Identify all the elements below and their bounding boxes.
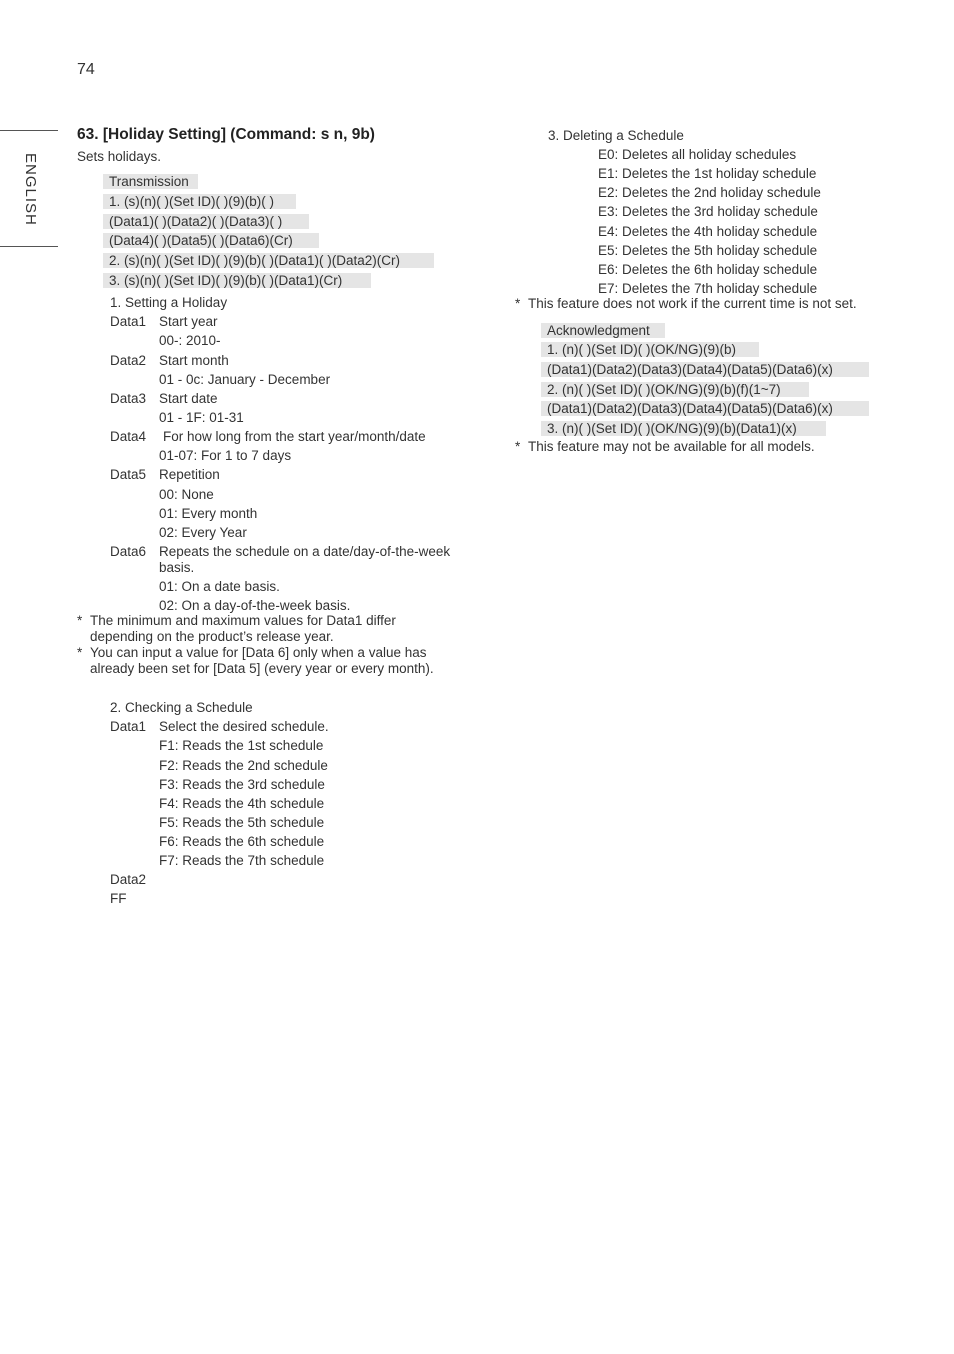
section-title: 63. [Holiday Setting] (Command: s n, 9b)	[77, 126, 375, 143]
data3-desc: Start date	[159, 391, 218, 406]
transmission-line: (Data1)( )(Data2)( )(Data3)( )	[103, 214, 309, 229]
note-text: already been set for [Data 5] (every year or every month).	[90, 661, 434, 676]
checking-value: F4: Reads the 4th schedule	[159, 796, 325, 811]
data1-label: Data1	[110, 314, 147, 329]
data1-desc: Start year	[159, 314, 218, 329]
deleting-value: E4: Deletes the 4th holiday schedule	[598, 224, 818, 239]
transmission-heading: Transmission	[103, 174, 198, 189]
note-text: This feature may not be available for all models.	[528, 439, 815, 454]
language-tab-bottom-rule	[0, 246, 58, 247]
data5-label: Data5	[110, 467, 147, 482]
data2-value: 01 - 0c: January - December	[159, 372, 331, 387]
data6-value: 01: On a date basis.	[159, 579, 280, 594]
checking-data2-value: FF	[110, 891, 127, 906]
deleting-value: E0: Deletes all holiday schedules	[598, 147, 797, 162]
note-bullet: *	[77, 645, 83, 660]
note-bullet: *	[77, 613, 83, 628]
checking-value: F1: Reads the 1st schedule	[159, 738, 324, 753]
data4-value: 01-07: For 1 to 7 days	[159, 448, 292, 463]
transmission-line: (Data4)( )(Data5)( )(Data6)(Cr)	[103, 233, 319, 248]
deleting-schedule-heading: 3. Deleting a Schedule	[548, 128, 684, 143]
acknowledgment-line: (Data1)(Data2)(Data3)(Data4)(Data5)(Data6)(x)	[541, 362, 869, 377]
checking-data1-label: Data1	[110, 719, 147, 734]
deleting-value: E7: Deletes the 7th holiday schedule	[598, 281, 818, 296]
transmission-line: 3. (s)(n)( )(Set ID)( )(9)(b)( )(Data1)(Cr)	[103, 273, 371, 288]
transmission-line: 1. (s)(n)( )(Set ID)( )(9)(b)( )	[103, 194, 296, 209]
deleting-value: E6: Deletes the 6th holiday schedule	[598, 262, 818, 277]
checking-data1-desc: Select the desired schedule.	[159, 719, 329, 734]
data5-value: 02: Every Year	[159, 525, 247, 540]
data1-value: 00-: 2010-	[159, 333, 221, 348]
data5-desc: Repetition	[159, 467, 220, 482]
checking-value: F3: Reads the 3rd schedule	[159, 777, 325, 792]
language-tab: ENGLISH	[22, 153, 39, 226]
acknowledgment-heading: Acknowledgment	[541, 323, 665, 338]
note-text: depending on the product’s release year.	[90, 629, 334, 644]
checking-value: F2: Reads the 2nd schedule	[159, 758, 328, 773]
data6-desc: Repeats the schedule on a date/day-of-the-week	[159, 544, 451, 559]
note-bullet: *	[515, 296, 521, 311]
transmission-line: 2. (s)(n)( )(Set ID)( )(9)(b)( )(Data1)( )(Data2)(Cr)	[103, 253, 434, 268]
language-tab-top-rule	[0, 130, 58, 131]
acknowledgment-line: 3. (n)( )(Set ID)( )(OK/NG)(9)(b)(Data1)(x)	[541, 421, 826, 436]
data5-value: 00: None	[159, 487, 214, 502]
acknowledgment-line: (Data1)(Data2)(Data3)(Data4)(Data5)(Data6)(x)	[541, 401, 869, 416]
data3-value: 01 - 1F: 01-31	[159, 410, 244, 425]
deleting-value: E3: Deletes the 3rd holiday schedule	[598, 204, 818, 219]
deleting-value: E1: Deletes the 1st holiday schedule	[598, 166, 817, 181]
data5-value: 01: Every month	[159, 506, 258, 521]
deleting-value: E5: Deletes the 5th holiday schedule	[598, 243, 818, 258]
checking-value: F7: Reads the 7th schedule	[159, 853, 325, 868]
data4-label: Data4	[110, 429, 147, 444]
section-intro: Sets holidays.	[77, 149, 162, 164]
data2-desc: Start month	[159, 353, 229, 368]
acknowledgment-line: 1. (n)( )(Set ID)( )(OK/NG)(9)(b)	[541, 342, 759, 357]
acknowledgment-line: 2. (n)( )(Set ID)( )(OK/NG)(9)(b)(f)(1~7)	[541, 382, 809, 397]
note-text: This feature does not work if the current time is not set.	[528, 296, 857, 311]
note-text: You can input a value for [Data 6] only when a value has	[90, 645, 427, 660]
data4-desc: For how long from the start year/month/date	[163, 429, 426, 444]
checking-value: F6: Reads the 6th schedule	[159, 834, 325, 849]
data6-desc-cont: basis.	[159, 560, 195, 575]
data3-label: Data3	[110, 391, 147, 406]
setting-holiday-heading: 1. Setting a Holiday	[110, 295, 228, 310]
note-text: The minimum and maximum values for Data1 differ	[90, 613, 396, 628]
page-number: 74	[77, 61, 95, 78]
checking-value: F5: Reads the 5th schedule	[159, 815, 325, 830]
data6-label: Data6	[110, 544, 147, 559]
checking-schedule-heading: 2. Checking a Schedule	[110, 700, 253, 715]
data2-label: Data2	[110, 353, 147, 368]
deleting-value: E2: Deletes the 2nd holiday schedule	[598, 185, 821, 200]
checking-data2-label: Data2	[110, 872, 147, 887]
data6-value: 02: On a day-of-the-week basis.	[159, 598, 351, 613]
note-bullet: *	[515, 439, 521, 454]
